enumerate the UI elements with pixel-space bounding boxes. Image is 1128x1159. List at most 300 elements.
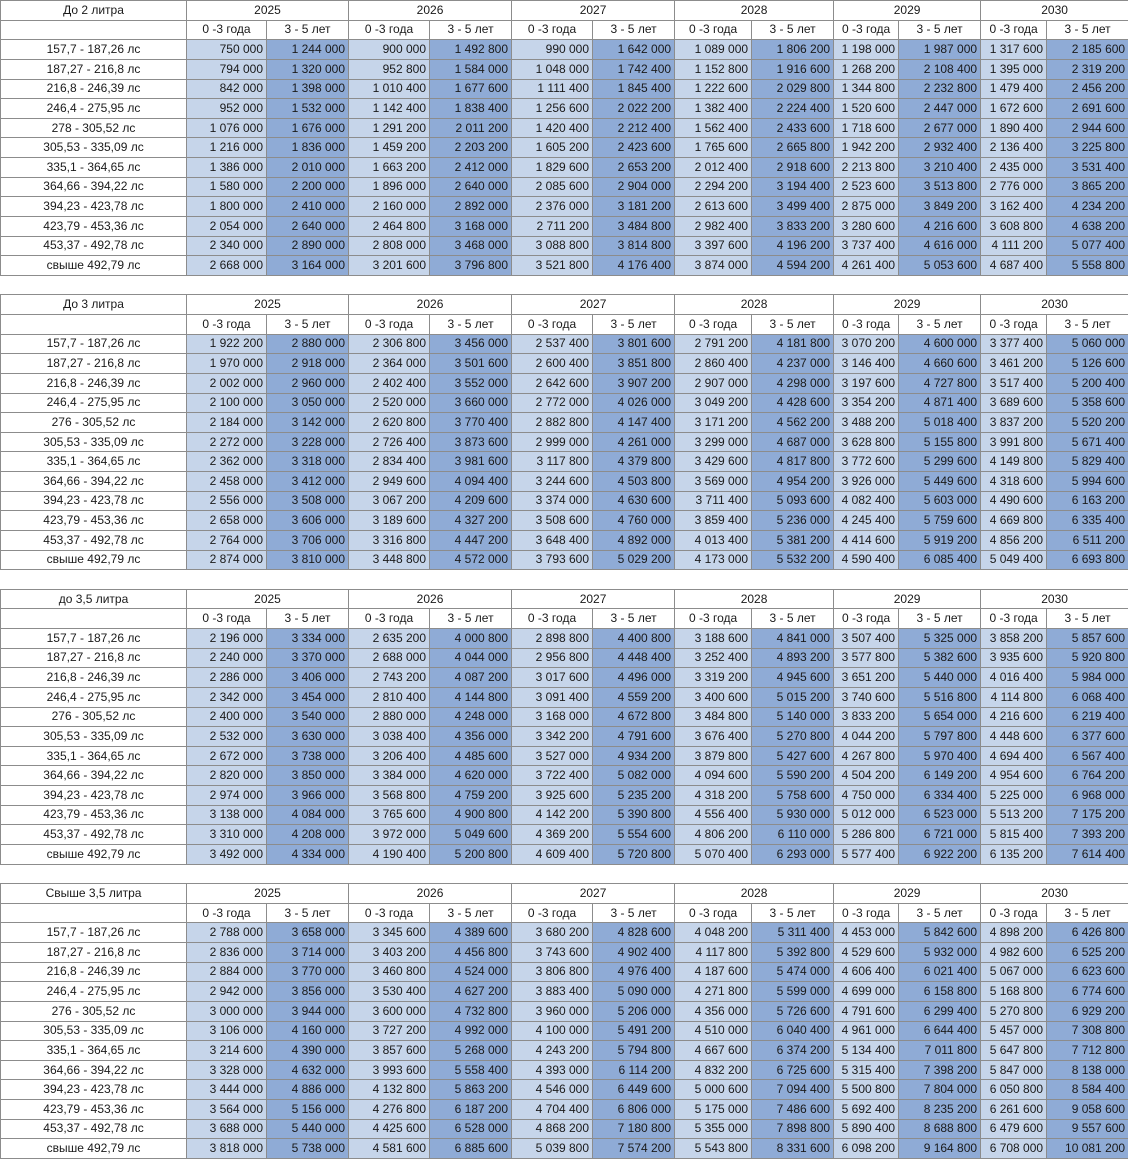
value-cell-0-3[interactable]: 6 479 600: [981, 1119, 1047, 1139]
value-cell-3-5[interactable]: 5 390 800: [593, 805, 675, 825]
value-cell-3-5[interactable]: 6 163 200: [1047, 491, 1128, 511]
horsepower-range-cell[interactable]: 216,8 - 246,39 лс: [1, 79, 187, 99]
value-cell-3-5[interactable]: 7 308 800: [1047, 1021, 1128, 1041]
value-cell-3-5[interactable]: 3 770 400: [430, 413, 512, 433]
value-cell-0-3[interactable]: 3 879 800: [675, 746, 752, 766]
value-cell-0-3[interactable]: 3 017 600: [512, 668, 593, 688]
value-cell-3-5[interactable]: 1 244 000: [267, 40, 349, 60]
value-cell-0-3[interactable]: 4 504 200: [834, 766, 899, 786]
year-header-cell[interactable]: 2026: [349, 295, 512, 315]
value-cell-0-3[interactable]: 3 310 000: [187, 825, 267, 845]
value-cell-0-3[interactable]: 4 982 600: [981, 943, 1047, 963]
value-cell-3-5[interactable]: 6 374 200: [752, 1041, 834, 1061]
value-cell-0-3[interactable]: 3 377 400: [981, 334, 1047, 354]
value-cell-3-5[interactable]: 5 049 600: [430, 825, 512, 845]
value-cell-3-5[interactable]: 6 040 400: [752, 1021, 834, 1041]
value-cell-0-3[interactable]: 3 146 400: [834, 354, 899, 374]
value-cell-3-5[interactable]: 7 011 800: [899, 1041, 981, 1061]
value-cell-3-5[interactable]: 2 691 600: [1047, 99, 1128, 119]
value-cell-3-5[interactable]: 5 554 600: [593, 825, 675, 845]
value-cell-0-3[interactable]: 2 711 200: [512, 216, 593, 236]
value-cell-3-5[interactable]: 4 456 800: [430, 943, 512, 963]
value-cell-0-3[interactable]: 4 954 600: [981, 766, 1047, 786]
age-3-5-header-cell[interactable]: 3 - 5 лет: [430, 20, 512, 40]
value-cell-0-3[interactable]: 4 016 400: [981, 668, 1047, 688]
value-cell-0-3[interactable]: 3 171 200: [675, 413, 752, 433]
value-cell-3-5[interactable]: 1 742 400: [593, 59, 675, 79]
value-cell-0-3[interactable]: 4 356 000: [675, 1001, 752, 1021]
value-cell-3-5[interactable]: 4 379 800: [593, 452, 675, 472]
value-cell-0-3[interactable]: 6 098 200: [834, 1139, 899, 1159]
horsepower-range-cell[interactable]: 276 - 305,52 лс: [1, 1001, 187, 1021]
value-cell-3-5[interactable]: 2 232 800: [899, 79, 981, 99]
value-cell-3-5[interactable]: 4 181 800: [752, 334, 834, 354]
value-cell-3-5[interactable]: 4 976 400: [593, 962, 675, 982]
value-cell-0-3[interactable]: 2 523 600: [834, 177, 899, 197]
horsepower-range-cell[interactable]: 187,27 - 216,8 лс: [1, 59, 187, 79]
value-cell-3-5[interactable]: 2 890 000: [267, 236, 349, 256]
value-cell-0-3[interactable]: 1 198 000: [834, 40, 899, 60]
value-cell-3-5[interactable]: 4 298 000: [752, 373, 834, 393]
value-cell-0-3[interactable]: 842 000: [187, 79, 267, 99]
value-cell-3-5[interactable]: 5 759 600: [899, 511, 981, 531]
age-3-5-header-cell[interactable]: 3 - 5 лет: [267, 315, 349, 335]
value-cell-0-3[interactable]: 4 961 000: [834, 1021, 899, 1041]
value-cell-3-5[interactable]: 6 922 200: [899, 844, 981, 864]
value-cell-0-3[interactable]: 2 860 400: [675, 354, 752, 374]
value-cell-3-5[interactable]: 4 496 000: [593, 668, 675, 688]
value-cell-0-3[interactable]: 3 460 800: [349, 962, 430, 982]
value-cell-0-3[interactable]: 4 699 000: [834, 982, 899, 1002]
value-cell-3-5[interactable]: 5 206 000: [593, 1001, 675, 1021]
value-cell-3-5[interactable]: 4 759 200: [430, 786, 512, 806]
value-cell-3-5[interactable]: 5 599 000: [752, 982, 834, 1002]
value-cell-0-3[interactable]: 2 402 400: [349, 373, 430, 393]
value-cell-3-5[interactable]: 3 468 000: [430, 236, 512, 256]
value-cell-0-3[interactable]: 2 875 000: [834, 197, 899, 217]
value-cell-0-3[interactable]: 3 858 200: [981, 629, 1047, 649]
value-cell-3-5[interactable]: 9 058 600: [1047, 1100, 1128, 1120]
value-cell-0-3[interactable]: 1 520 600: [834, 99, 899, 119]
year-header-cell[interactable]: 2027: [512, 884, 675, 904]
value-cell-0-3[interactable]: 1 663 200: [349, 158, 430, 178]
value-cell-0-3[interactable]: 4 414 600: [834, 530, 899, 550]
value-cell-0-3[interactable]: 1 152 800: [675, 59, 752, 79]
age-3-5-header-cell[interactable]: 3 - 5 лет: [752, 315, 834, 335]
value-cell-0-3[interactable]: 1 479 400: [981, 79, 1047, 99]
value-cell-3-5[interactable]: 6 158 800: [899, 982, 981, 1002]
value-cell-0-3[interactable]: 4 243 200: [512, 1041, 593, 1061]
value-cell-3-5[interactable]: 4 044 000: [430, 648, 512, 668]
value-cell-0-3[interactable]: 4 791 600: [834, 1001, 899, 1021]
value-cell-0-3[interactable]: 3 935 600: [981, 648, 1047, 668]
value-cell-3-5[interactable]: 4 447 200: [430, 530, 512, 550]
value-cell-3-5[interactable]: 5 053 600: [899, 256, 981, 276]
value-cell-0-3[interactable]: 4 267 800: [834, 746, 899, 766]
value-cell-3-5[interactable]: 4 485 600: [430, 746, 512, 766]
value-cell-0-3[interactable]: 4 318 600: [981, 472, 1047, 492]
value-cell-3-5[interactable]: 4 954 200: [752, 472, 834, 492]
value-cell-0-3[interactable]: 3 837 200: [981, 413, 1047, 433]
value-cell-3-5[interactable]: 3 810 000: [267, 550, 349, 570]
value-cell-3-5[interactable]: 2 410 000: [267, 197, 349, 217]
value-cell-0-3[interactable]: 3 188 600: [675, 629, 752, 649]
value-cell-3-5[interactable]: 6 693 800: [1047, 550, 1128, 570]
horsepower-range-cell[interactable]: 246,4 - 275,95 лс: [1, 99, 187, 119]
age-3-5-header-cell[interactable]: 3 - 5 лет: [1047, 609, 1128, 629]
value-cell-3-5[interactable]: 4 248 000: [430, 707, 512, 727]
value-cell-0-3[interactable]: 1 562 400: [675, 118, 752, 138]
value-cell-0-3[interactable]: 1 922 200: [187, 334, 267, 354]
horsepower-range-cell[interactable]: 246,4 - 275,95 лс: [1, 393, 187, 413]
age-3-5-header-cell[interactable]: 3 - 5 лет: [593, 315, 675, 335]
value-cell-0-3[interactable]: 5 577 400: [834, 844, 899, 864]
section-title-cell[interactable]: Свыше 3,5 литра: [1, 884, 187, 904]
value-cell-0-3[interactable]: 2 340 000: [187, 236, 267, 256]
value-cell-3-5[interactable]: 4 094 400: [430, 472, 512, 492]
value-cell-0-3[interactable]: 4 750 000: [834, 786, 899, 806]
value-cell-3-5[interactable]: 6 114 200: [593, 1060, 675, 1080]
value-cell-3-5[interactable]: 3 814 800: [593, 236, 675, 256]
value-cell-3-5[interactable]: 4 524 000: [430, 962, 512, 982]
value-cell-3-5[interactable]: 2 892 000: [430, 197, 512, 217]
value-cell-0-3[interactable]: 3 743 600: [512, 943, 593, 963]
value-cell-3-5[interactable]: 3 907 200: [593, 373, 675, 393]
value-cell-0-3[interactable]: 3 926 000: [834, 472, 899, 492]
value-cell-3-5[interactable]: 6 525 200: [1047, 943, 1128, 963]
value-cell-3-5[interactable]: 2 944 600: [1047, 118, 1128, 138]
value-cell-3-5[interactable]: 5 381 200: [752, 530, 834, 550]
value-cell-3-5[interactable]: 5 558 800: [1047, 256, 1128, 276]
value-cell-3-5[interactable]: 3 851 800: [593, 354, 675, 374]
value-cell-0-3[interactable]: 3 530 400: [349, 982, 430, 1002]
horsepower-range-cell[interactable]: 187,27 - 216,8 лс: [1, 648, 187, 668]
value-cell-3-5[interactable]: 5 919 200: [899, 530, 981, 550]
age-0-3-header-cell[interactable]: 0 -3 года: [834, 315, 899, 335]
value-cell-3-5[interactable]: 4 672 800: [593, 707, 675, 727]
value-cell-0-3[interactable]: 6 050 800: [981, 1080, 1047, 1100]
horsepower-range-cell[interactable]: 278 - 305,52 лс: [1, 118, 187, 138]
value-cell-3-5[interactable]: 5 590 200: [752, 766, 834, 786]
value-cell-0-3[interactable]: 3 088 800: [512, 236, 593, 256]
value-cell-0-3[interactable]: 4 048 200: [675, 923, 752, 943]
empty-cell[interactable]: [1, 609, 187, 629]
value-cell-0-3[interactable]: 3 772 600: [834, 452, 899, 472]
value-cell-0-3[interactable]: 5 134 400: [834, 1041, 899, 1061]
value-cell-0-3[interactable]: 4 149 800: [981, 452, 1047, 472]
empty-cell[interactable]: [1, 315, 187, 335]
value-cell-3-5[interactable]: 5 427 600: [752, 746, 834, 766]
value-cell-0-3[interactable]: 5 049 400: [981, 550, 1047, 570]
value-cell-0-3[interactable]: 1 420 400: [512, 118, 593, 138]
value-cell-0-3[interactable]: 4 556 400: [675, 805, 752, 825]
value-cell-0-3[interactable]: 4 453 000: [834, 923, 899, 943]
age-0-3-header-cell[interactable]: 0 -3 года: [187, 609, 267, 629]
value-cell-0-3[interactable]: 4 393 000: [512, 1060, 593, 1080]
value-cell-3-5[interactable]: 2 010 000: [267, 158, 349, 178]
value-cell-0-3[interactable]: 3 342 200: [512, 727, 593, 747]
value-cell-0-3[interactable]: 5 513 200: [981, 805, 1047, 825]
value-cell-3-5[interactable]: 3 540 000: [267, 707, 349, 727]
value-cell-3-5[interactable]: 5 235 200: [593, 786, 675, 806]
value-cell-0-3[interactable]: 2 364 000: [349, 354, 430, 374]
value-cell-0-3[interactable]: 4 606 400: [834, 962, 899, 982]
value-cell-0-3[interactable]: 6 261 600: [981, 1100, 1047, 1120]
value-cell-0-3[interactable]: 3 680 200: [512, 923, 593, 943]
value-cell-3-5[interactable]: 3 796 800: [430, 256, 512, 276]
value-cell-3-5[interactable]: 5 236 000: [752, 511, 834, 531]
value-cell-0-3[interactable]: 3 168 000: [512, 707, 593, 727]
year-header-cell[interactable]: 2029: [834, 589, 981, 609]
value-cell-0-3[interactable]: 4 590 400: [834, 550, 899, 570]
value-cell-3-5[interactable]: 6 885 600: [430, 1139, 512, 1159]
horsepower-range-cell[interactable]: 187,27 - 216,8 лс: [1, 943, 187, 963]
age-0-3-header-cell[interactable]: 0 -3 года: [981, 609, 1047, 629]
age-3-5-header-cell[interactable]: 3 - 5 лет: [593, 609, 675, 629]
value-cell-3-5[interactable]: 2 640 000: [267, 216, 349, 236]
value-cell-0-3[interactable]: 3 651 200: [834, 668, 899, 688]
age-0-3-header-cell[interactable]: 0 -3 года: [981, 315, 1047, 335]
value-cell-3-5[interactable]: 1 806 200: [752, 40, 834, 60]
value-cell-0-3[interactable]: 2 808 000: [349, 236, 430, 256]
value-cell-0-3[interactable]: 3 252 400: [675, 648, 752, 668]
value-cell-0-3[interactable]: 3 960 000: [512, 1001, 593, 1021]
age-3-5-header-cell[interactable]: 3 - 5 лет: [752, 20, 834, 40]
value-cell-0-3[interactable]: 3 608 800: [981, 216, 1047, 236]
value-cell-0-3[interactable]: 2 002 000: [187, 373, 267, 393]
value-cell-0-3[interactable]: 3 374 000: [512, 491, 593, 511]
value-cell-0-3[interactable]: 2 600 400: [512, 354, 593, 374]
value-cell-0-3[interactable]: 1 222 600: [675, 79, 752, 99]
value-cell-3-5[interactable]: 5 200 800: [430, 844, 512, 864]
value-cell-3-5[interactable]: 4 572 000: [430, 550, 512, 570]
value-cell-3-5[interactable]: 5 082 000: [593, 766, 675, 786]
value-cell-0-3[interactable]: 2 688 000: [349, 648, 430, 668]
horsepower-range-cell[interactable]: 157,7 - 187,26 лс: [1, 40, 187, 60]
value-cell-0-3[interactable]: 4 114 800: [981, 687, 1047, 707]
value-cell-0-3[interactable]: 4 187 600: [675, 962, 752, 982]
value-cell-0-3[interactable]: 1 718 600: [834, 118, 899, 138]
value-cell-3-5[interactable]: 5 018 400: [899, 413, 981, 433]
value-cell-0-3[interactable]: 6 708 000: [981, 1139, 1047, 1159]
value-cell-0-3[interactable]: 1 048 000: [512, 59, 593, 79]
value-cell-0-3[interactable]: 2 791 200: [675, 334, 752, 354]
value-cell-0-3[interactable]: 1 459 200: [349, 138, 430, 158]
value-cell-3-5[interactable]: 5 603 000: [899, 491, 981, 511]
value-cell-3-5[interactable]: 5 738 000: [267, 1139, 349, 1159]
value-cell-0-3[interactable]: 2 458 000: [187, 472, 267, 492]
value-cell-0-3[interactable]: 1 076 000: [187, 118, 267, 138]
value-cell-0-3[interactable]: 2 956 800: [512, 648, 593, 668]
year-header-cell[interactable]: 2027: [512, 295, 675, 315]
value-cell-3-5[interactable]: 7 898 800: [752, 1119, 834, 1139]
value-cell-0-3[interactable]: 3 689 600: [981, 393, 1047, 413]
value-cell-0-3[interactable]: 1 605 200: [512, 138, 593, 158]
value-cell-3-5[interactable]: 1 836 000: [267, 138, 349, 158]
horsepower-range-cell[interactable]: 216,8 - 246,39 лс: [1, 668, 187, 688]
value-cell-0-3[interactable]: 2 012 400: [675, 158, 752, 178]
value-cell-3-5[interactable]: 3 508 000: [267, 491, 349, 511]
value-cell-3-5[interactable]: 4 632 000: [267, 1060, 349, 1080]
value-cell-3-5[interactable]: 3 142 000: [267, 413, 349, 433]
value-cell-3-5[interactable]: 6 523 000: [899, 805, 981, 825]
value-cell-3-5[interactable]: 1 584 000: [430, 59, 512, 79]
value-cell-3-5[interactable]: 5 842 600: [899, 923, 981, 943]
horsepower-range-cell[interactable]: 216,8 - 246,39 лс: [1, 962, 187, 982]
value-cell-0-3[interactable]: 2 788 000: [187, 923, 267, 943]
value-cell-0-3[interactable]: 2 306 800: [349, 334, 430, 354]
value-cell-3-5[interactable]: 3 849 200: [899, 197, 981, 217]
horsepower-range-cell[interactable]: свыше 492,79 лс: [1, 1139, 187, 1159]
value-cell-3-5[interactable]: 2 108 400: [899, 59, 981, 79]
value-cell-3-5[interactable]: 3 318 000: [267, 452, 349, 472]
value-cell-0-3[interactable]: 3 492 000: [187, 844, 267, 864]
value-cell-3-5[interactable]: 3 801 600: [593, 334, 675, 354]
horsepower-range-cell[interactable]: 394,23 - 423,78 лс: [1, 197, 187, 217]
value-cell-0-3[interactable]: 1 216 000: [187, 138, 267, 158]
value-cell-3-5[interactable]: 4 934 200: [593, 746, 675, 766]
age-3-5-header-cell[interactable]: 3 - 5 лет: [430, 903, 512, 923]
value-cell-3-5[interactable]: 1 676 000: [267, 118, 349, 138]
value-cell-0-3[interactable]: 4 132 800: [349, 1080, 430, 1100]
value-cell-3-5[interactable]: 2 433 600: [752, 118, 834, 138]
value-cell-3-5[interactable]: 8 584 400: [1047, 1080, 1128, 1100]
value-cell-0-3[interactable]: 5 315 400: [834, 1060, 899, 1080]
value-cell-3-5[interactable]: 4 084 000: [267, 805, 349, 825]
value-cell-3-5[interactable]: 4 616 000: [899, 236, 981, 256]
value-cell-0-3[interactable]: 5 225 000: [981, 786, 1047, 806]
value-cell-3-5[interactable]: 5 325 000: [899, 629, 981, 649]
value-cell-0-3[interactable]: 2 668 000: [187, 256, 267, 276]
value-cell-3-5[interactable]: 6 764 200: [1047, 766, 1128, 786]
value-cell-0-3[interactable]: 2 272 000: [187, 432, 267, 452]
value-cell-3-5[interactable]: 3 630 000: [267, 727, 349, 747]
empty-cell[interactable]: [1, 903, 187, 923]
value-cell-0-3[interactable]: 5 647 800: [981, 1041, 1047, 1061]
value-cell-0-3[interactable]: 4 117 800: [675, 943, 752, 963]
value-cell-3-5[interactable]: 7 398 200: [899, 1060, 981, 1080]
value-cell-3-5[interactable]: 3 454 000: [267, 687, 349, 707]
age-3-5-header-cell[interactable]: 3 - 5 лет: [430, 609, 512, 629]
value-cell-3-5[interactable]: 3 456 000: [430, 334, 512, 354]
horsepower-range-cell[interactable]: 453,37 - 492,78 лс: [1, 825, 187, 845]
horsepower-range-cell[interactable]: свыше 492,79 лс: [1, 844, 187, 864]
horsepower-range-cell[interactable]: 305,53 - 335,09 лс: [1, 138, 187, 158]
value-cell-3-5[interactable]: 7 712 800: [1047, 1041, 1128, 1061]
value-cell-3-5[interactable]: 2 918 600: [752, 158, 834, 178]
value-cell-0-3[interactable]: 2 810 400: [349, 687, 430, 707]
value-cell-3-5[interactable]: 5 474 000: [752, 962, 834, 982]
year-header-cell[interactable]: 2028: [675, 295, 834, 315]
value-cell-3-5[interactable]: 8 331 600: [752, 1139, 834, 1159]
horsepower-range-cell[interactable]: 276 - 305,52 лс: [1, 707, 187, 727]
value-cell-3-5[interactable]: 5 015 200: [752, 687, 834, 707]
value-cell-3-5[interactable]: 4 209 600: [430, 491, 512, 511]
value-cell-0-3[interactable]: 3 507 400: [834, 629, 899, 649]
horsepower-range-cell[interactable]: 335,1 - 364,65 лс: [1, 746, 187, 766]
age-0-3-header-cell[interactable]: 0 -3 года: [675, 903, 752, 923]
value-cell-3-5[interactable]: 3 552 000: [430, 373, 512, 393]
value-cell-0-3[interactable]: 5 012 000: [834, 805, 899, 825]
value-cell-0-3[interactable]: 4 856 200: [981, 530, 1047, 550]
value-cell-0-3[interactable]: 5 067 000: [981, 962, 1047, 982]
value-cell-3-5[interactable]: 5 558 400: [430, 1060, 512, 1080]
value-cell-0-3[interactable]: 952 000: [187, 99, 267, 119]
value-cell-3-5[interactable]: 2 932 400: [899, 138, 981, 158]
value-cell-0-3[interactable]: 3 038 400: [349, 727, 430, 747]
value-cell-0-3[interactable]: 3 993 600: [349, 1060, 430, 1080]
value-cell-0-3[interactable]: 794 000: [187, 59, 267, 79]
value-cell-0-3[interactable]: 1 386 000: [187, 158, 267, 178]
value-cell-3-5[interactable]: 6 623 600: [1047, 962, 1128, 982]
value-cell-0-3[interactable]: 4 173 000: [675, 550, 752, 570]
value-cell-0-3[interactable]: 3 648 400: [512, 530, 593, 550]
value-cell-0-3[interactable]: 2 949 600: [349, 472, 430, 492]
value-cell-3-5[interactable]: 4 234 200: [1047, 197, 1128, 217]
value-cell-3-5[interactable]: 4 208 000: [267, 825, 349, 845]
value-cell-3-5[interactable]: 2 224 400: [752, 99, 834, 119]
value-cell-0-3[interactable]: 4 100 000: [512, 1021, 593, 1041]
value-cell-0-3[interactable]: 2 160 000: [349, 197, 430, 217]
age-0-3-header-cell[interactable]: 0 -3 года: [981, 903, 1047, 923]
value-cell-3-5[interactable]: 3 856 000: [267, 982, 349, 1002]
value-cell-0-3[interactable]: 3 138 000: [187, 805, 267, 825]
value-cell-0-3[interactable]: 3 600 000: [349, 1001, 430, 1021]
age-0-3-header-cell[interactable]: 0 -3 года: [187, 315, 267, 335]
value-cell-0-3[interactable]: 3 319 200: [675, 668, 752, 688]
value-cell-0-3[interactable]: 3 740 600: [834, 687, 899, 707]
value-cell-3-5[interactable]: 1 642 000: [593, 40, 675, 60]
age-0-3-header-cell[interactable]: 0 -3 года: [675, 20, 752, 40]
value-cell-3-5[interactable]: 1 916 600: [752, 59, 834, 79]
value-cell-3-5[interactable]: 5 449 600: [899, 472, 981, 492]
age-0-3-header-cell[interactable]: 0 -3 года: [512, 20, 593, 40]
value-cell-3-5[interactable]: 4 687 000: [752, 432, 834, 452]
value-cell-0-3[interactable]: 3 448 800: [349, 550, 430, 570]
year-header-cell[interactable]: 2029: [834, 884, 981, 904]
value-cell-3-5[interactable]: 4 900 800: [430, 805, 512, 825]
value-cell-3-5[interactable]: 5 520 200: [1047, 413, 1128, 433]
value-cell-0-3[interactable]: 2 464 800: [349, 216, 430, 236]
horsepower-range-cell[interactable]: 423,79 - 453,36 лс: [1, 805, 187, 825]
value-cell-3-5[interactable]: 3 531 400: [1047, 158, 1128, 178]
value-cell-0-3[interactable]: 5 000 600: [675, 1080, 752, 1100]
value-cell-0-3[interactable]: 1 765 600: [675, 138, 752, 158]
value-cell-0-3[interactable]: 3 972 000: [349, 825, 430, 845]
value-cell-0-3[interactable]: 3 569 000: [675, 472, 752, 492]
horsepower-range-cell[interactable]: 364,66 - 394,22 лс: [1, 472, 187, 492]
value-cell-0-3[interactable]: 5 847 000: [981, 1060, 1047, 1080]
value-cell-3-5[interactable]: 4 620 000: [430, 766, 512, 786]
value-cell-0-3[interactable]: 5 039 800: [512, 1139, 593, 1159]
value-cell-0-3[interactable]: 3 197 600: [834, 373, 899, 393]
value-cell-3-5[interactable]: 2 960 000: [267, 373, 349, 393]
value-cell-0-3[interactable]: 4 245 400: [834, 511, 899, 531]
value-cell-3-5[interactable]: 5 984 000: [1047, 668, 1128, 688]
value-cell-3-5[interactable]: 6 335 400: [1047, 511, 1128, 531]
horsepower-range-cell[interactable]: 335,1 - 364,65 лс: [1, 1041, 187, 1061]
value-cell-0-3[interactable]: 3 859 400: [675, 511, 752, 531]
value-cell-0-3[interactable]: 3 688 000: [187, 1119, 267, 1139]
value-cell-3-5[interactable]: 5 932 000: [899, 943, 981, 963]
value-cell-3-5[interactable]: 2 665 800: [752, 138, 834, 158]
value-cell-3-5[interactable]: 6 929 200: [1047, 1001, 1128, 1021]
value-cell-0-3[interactable]: 3 722 400: [512, 766, 593, 786]
horsepower-range-cell[interactable]: 394,23 - 423,78 лс: [1, 786, 187, 806]
value-cell-0-3[interactable]: 4 510 000: [675, 1021, 752, 1041]
value-cell-0-3[interactable]: 4 581 600: [349, 1139, 430, 1159]
value-cell-3-5[interactable]: 6 021 400: [899, 962, 981, 982]
